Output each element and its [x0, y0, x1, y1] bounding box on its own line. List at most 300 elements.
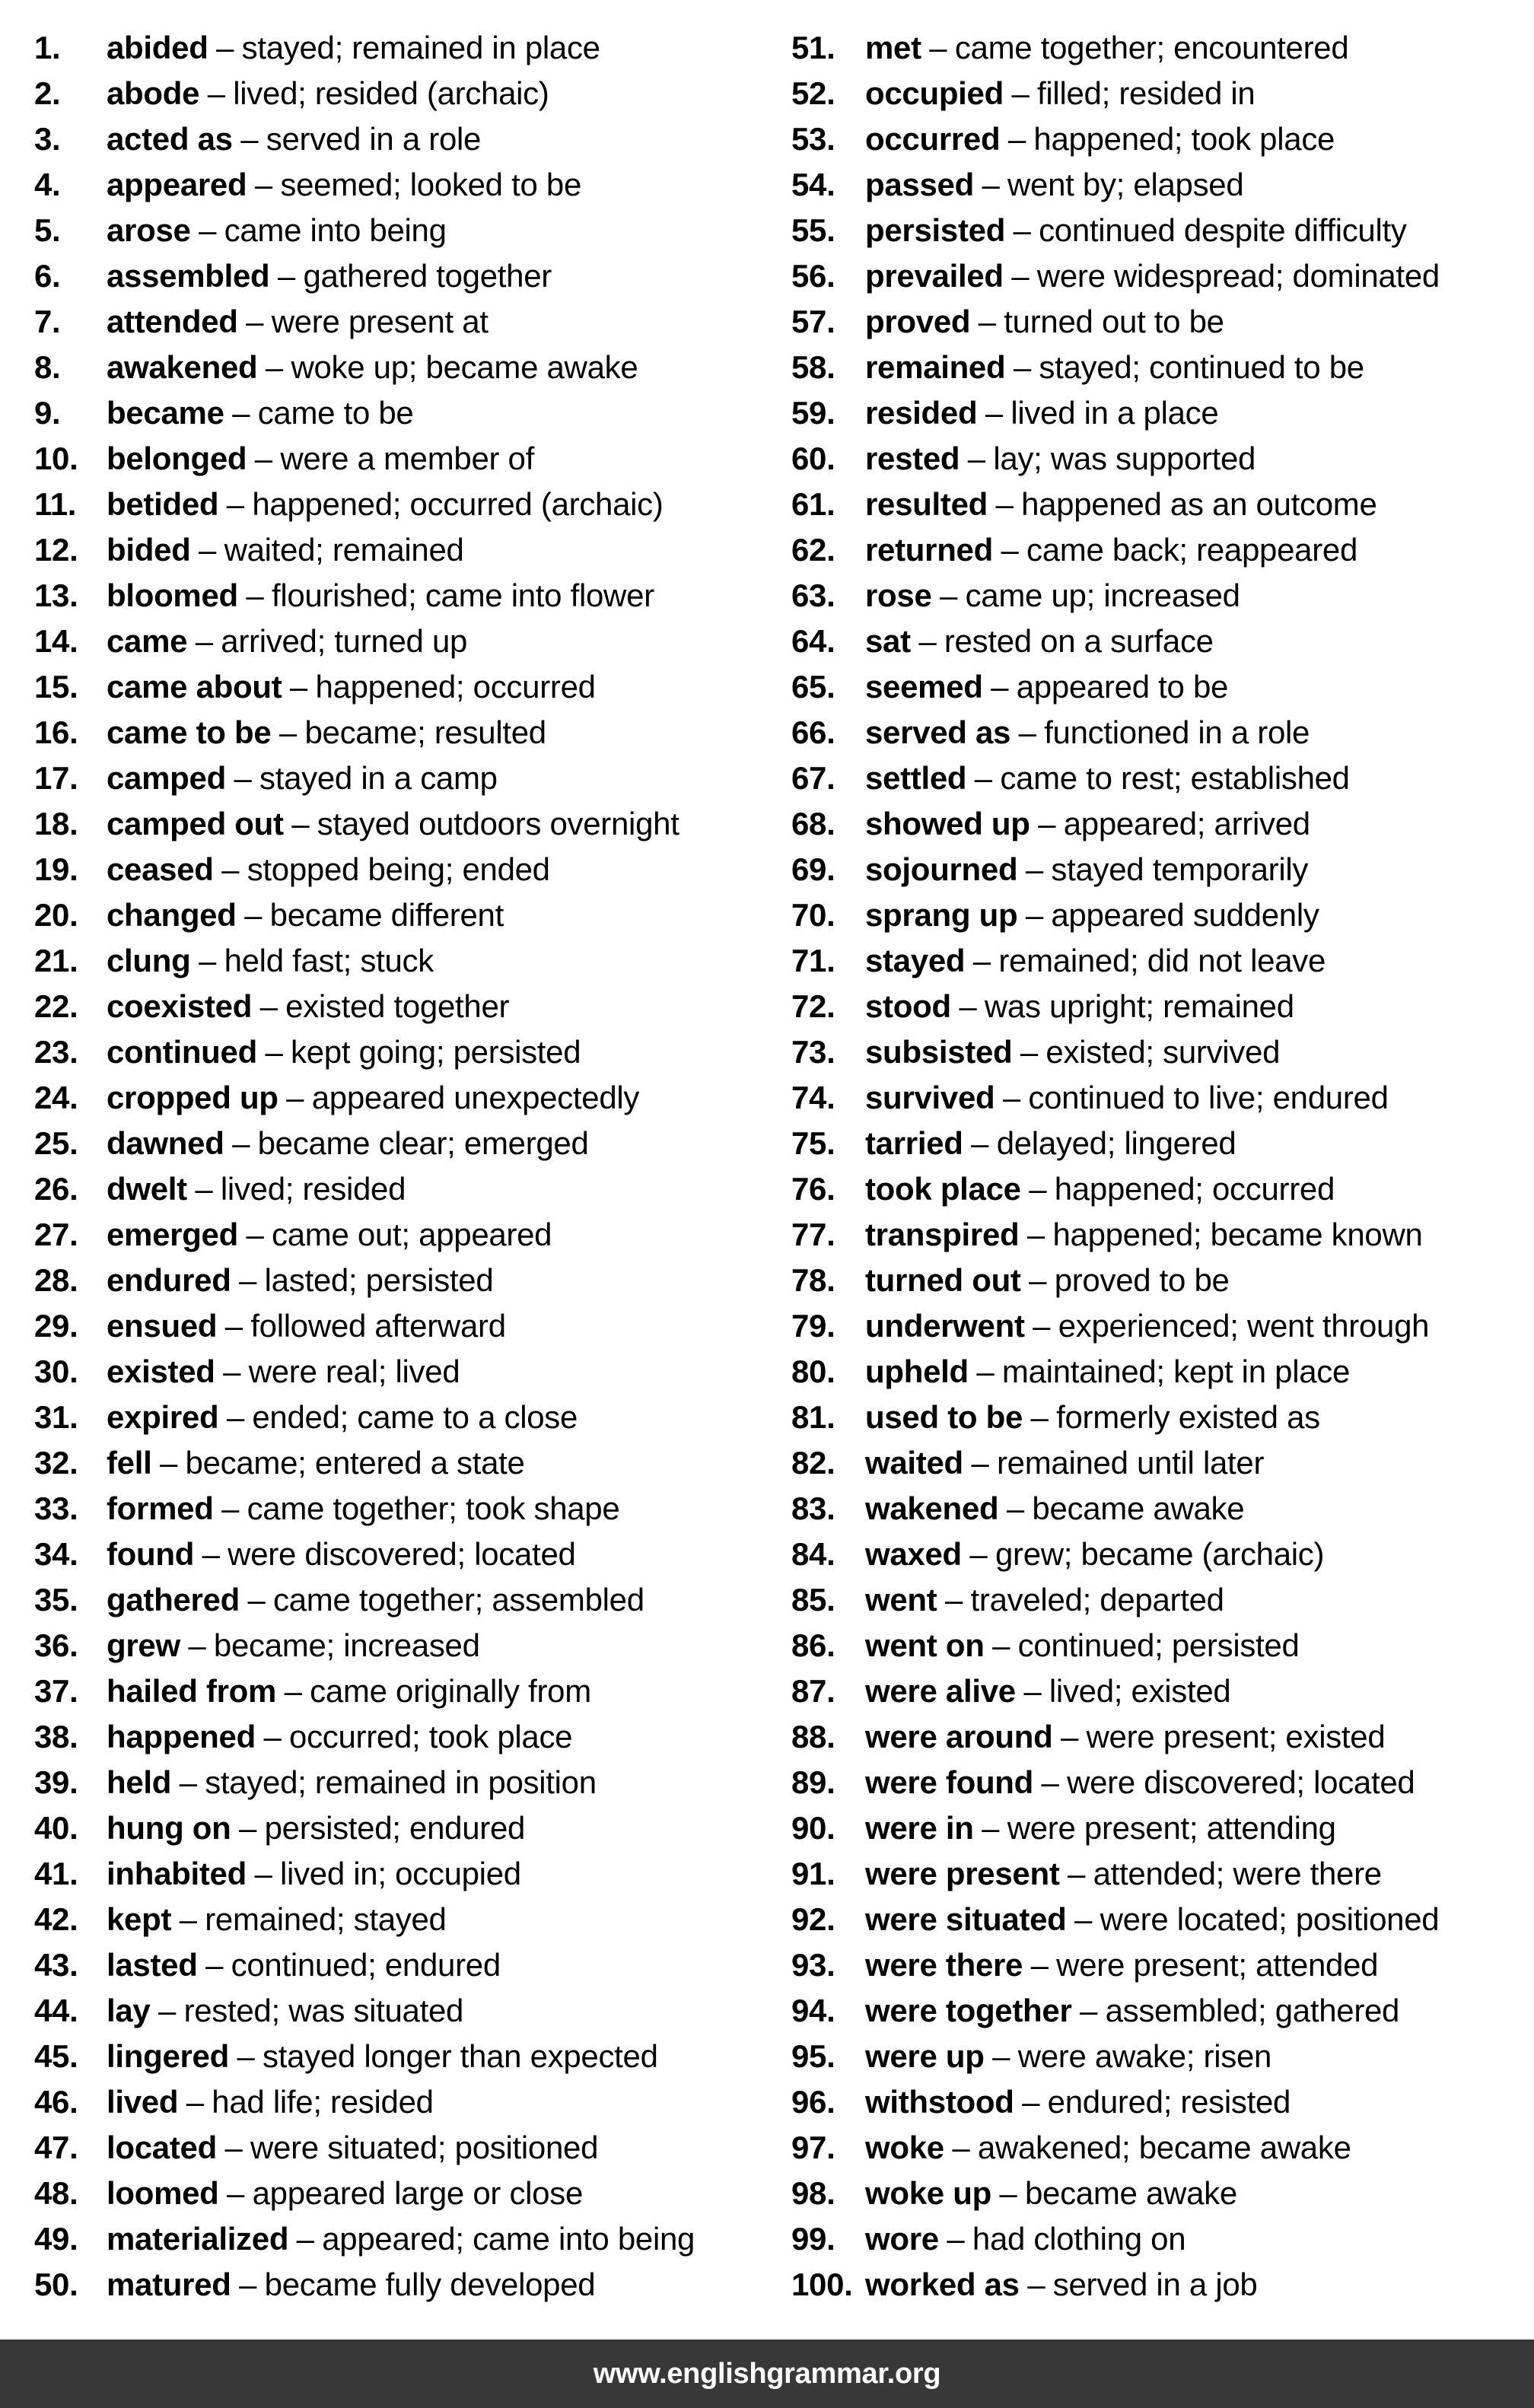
list-item [791, 25, 1534, 71]
list-item [34, 2125, 795, 2171]
item-separator: – [216, 30, 234, 65]
item-word: waited [865, 1445, 963, 1481]
footer-bar [0, 2340, 1534, 2408]
item-number: 71. [791, 943, 835, 978]
list-item [791, 1258, 1534, 1303]
item-word: went [865, 1582, 937, 1618]
item-separator: – [1033, 1308, 1051, 1344]
item-word: went on [865, 1627, 985, 1663]
item-word: gathered [107, 1582, 240, 1618]
list-item [34, 1486, 795, 1532]
item-definition: stayed longer than expected [263, 2038, 658, 2074]
item-separator: – [237, 2038, 255, 2074]
item-definition: came together; assembled [273, 1582, 644, 1618]
list-item [791, 1303, 1534, 1349]
list-item [791, 1029, 1534, 1075]
list-item [34, 1258, 795, 1303]
list-item [34, 619, 795, 664]
item-word: worked as [865, 2266, 1020, 2302]
item-number: 97. [791, 2130, 835, 2165]
item-separator: – [940, 577, 958, 613]
item-definition: attended; were there [1093, 1856, 1382, 1891]
item-separator: – [234, 760, 252, 796]
item-separator: – [246, 1217, 264, 1252]
item-definition: rested on a surface [944, 623, 1214, 659]
item-number: 78. [791, 1262, 835, 1298]
item-word: rose [865, 577, 932, 613]
item-separator: – [226, 486, 244, 522]
item-word: fell [107, 1445, 152, 1481]
item-definition: became different [269, 897, 504, 933]
item-word: camped out [107, 806, 284, 841]
item-separator: – [1013, 212, 1031, 248]
item-number: 11. [34, 486, 77, 522]
item-number: 53. [791, 121, 835, 157]
list-item [791, 2216, 1534, 2262]
item-definition: grew; became (archaic) [995, 1536, 1325, 1572]
item-number: 99. [791, 2221, 835, 2257]
item-separator: – [1029, 1262, 1047, 1298]
item-word: camped [107, 760, 226, 796]
item-word: located [107, 2130, 217, 2165]
item-definition: came into being [224, 212, 447, 248]
item-number: 58. [791, 349, 835, 385]
item-definition: lived in; occupied [280, 1856, 521, 1891]
item-separator: – [1023, 1673, 1042, 1709]
item-number: 18. [34, 806, 78, 841]
item-number: 28. [34, 1262, 78, 1298]
item-definition: became awake [1024, 2175, 1237, 2211]
list-item [791, 710, 1534, 755]
item-word: lingered [107, 2038, 229, 2074]
list-item [34, 847, 795, 892]
item-number: 29. [34, 1308, 78, 1344]
item-word: underwent [865, 1308, 1025, 1344]
list-item [791, 2034, 1534, 2079]
item-separator: – [265, 349, 283, 385]
list-item [34, 1212, 795, 1258]
list-item [34, 1851, 795, 1897]
item-number: 17. [34, 760, 78, 796]
item-separator: – [944, 1582, 963, 1618]
item-number: 2. [34, 75, 61, 111]
item-number: 6. [34, 258, 61, 294]
item-word: subsisted [865, 1034, 1013, 1070]
list-item [34, 345, 795, 390]
item-word: woke up [865, 2175, 991, 2211]
item-definition: kept going; persisted [291, 1034, 581, 1070]
item-number: 31. [34, 1399, 78, 1435]
item-definition: came together; encountered [954, 30, 1349, 65]
item-definition: had clothing on [972, 2221, 1186, 2257]
item-word: stayed [865, 943, 966, 978]
item-definition: remained; stayed [205, 1901, 447, 1937]
item-separator: – [918, 623, 937, 659]
item-separator: – [1074, 1901, 1093, 1937]
item-word: were situated [865, 1901, 1067, 1937]
item-separator: – [179, 1901, 197, 1937]
item-number: 61. [791, 486, 835, 522]
list-item [34, 1075, 795, 1121]
item-number: 79. [791, 1308, 835, 1344]
item-word: were in [865, 1810, 974, 1846]
list-item [791, 1440, 1534, 1486]
item-definition: continued despite difficulty [1039, 212, 1407, 248]
item-number: 87. [791, 1673, 835, 1709]
item-word: came to be [107, 714, 272, 750]
list-column-left [34, 25, 795, 2308]
item-separator: – [1018, 714, 1036, 750]
item-separator: – [1013, 349, 1031, 385]
item-definition: appeared; arrived [1063, 806, 1310, 841]
item-word: took place [865, 1171, 1021, 1207]
item-word: continued [107, 1034, 257, 1070]
item-number: 60. [791, 441, 835, 476]
item-separator: – [195, 1171, 213, 1207]
item-separator: – [967, 441, 985, 476]
item-separator: – [244, 897, 263, 933]
item-number: 51. [791, 30, 835, 65]
list-item [791, 1760, 1534, 1805]
item-number: 48. [34, 2175, 78, 2211]
item-definition: appeared unexpectedly [311, 1080, 640, 1115]
item-definition: endured; resisted [1047, 2084, 1291, 2120]
item-definition: occurred; took place [289, 1719, 573, 1754]
item-word: wore [865, 2221, 939, 2257]
item-separator: – [254, 167, 272, 202]
item-number: 34. [34, 1536, 78, 1572]
item-number: 89. [791, 1764, 835, 1800]
item-separator: – [199, 943, 217, 978]
item-number: 95. [791, 2038, 835, 2074]
item-number: 80. [791, 1354, 835, 1389]
item-separator: – [240, 121, 259, 157]
item-word: occurred [865, 121, 1001, 157]
list-item [34, 2171, 795, 2216]
list-item [34, 984, 795, 1029]
item-definition: persisted; endured [264, 1810, 526, 1846]
item-definition: were real; lived [248, 1354, 460, 1389]
item-number: 75. [791, 1125, 835, 1161]
item-definition: functioned in a role [1044, 714, 1310, 750]
item-separator: – [227, 2175, 245, 2211]
item-definition: were present; attended [1056, 1947, 1379, 1983]
item-separator: – [265, 1034, 283, 1070]
item-number: 82. [791, 1445, 835, 1481]
item-number: 10. [34, 441, 78, 476]
item-word: acted as [107, 121, 233, 157]
item-definition: awakened; became awake [977, 2130, 1351, 2165]
item-definition: lived; resided (archaic) [233, 75, 549, 111]
list-item [34, 1166, 795, 1212]
list-item [791, 1486, 1534, 1532]
item-number: 63. [791, 577, 835, 613]
list-item [791, 2171, 1534, 2216]
item-word: were around [865, 1719, 1053, 1754]
item-number: 96. [791, 2084, 835, 2120]
list-item [791, 162, 1534, 208]
item-number: 5. [34, 212, 61, 248]
item-number: 13. [34, 577, 78, 613]
item-separator: – [1022, 2084, 1040, 2120]
item-separator: – [1038, 806, 1056, 841]
item-number: 84. [791, 1536, 835, 1572]
item-word: appeared [107, 167, 247, 202]
item-word: prevailed [865, 258, 1004, 294]
item-definition: continued to live; endured [1028, 1080, 1389, 1115]
list-item [791, 71, 1534, 116]
item-separator: – [259, 988, 278, 1024]
item-definition: became fully developed [264, 2266, 596, 2302]
list-item [791, 2079, 1534, 2125]
list-item [791, 2262, 1534, 2308]
item-number: 24. [34, 1080, 78, 1115]
item-separator: – [284, 1673, 302, 1709]
item-separator: – [179, 1764, 197, 1800]
item-word: ceased [107, 851, 214, 887]
list-item [791, 1395, 1534, 1440]
item-separator: – [186, 2084, 204, 2120]
item-definition: served in a role [266, 121, 482, 157]
list-item [34, 892, 795, 938]
item-separator: – [1007, 121, 1026, 157]
item-definition: continued; endured [231, 1947, 501, 1983]
item-word: stood [865, 988, 951, 1024]
item-separator: – [254, 441, 272, 476]
item-word: happened [107, 1719, 256, 1754]
item-number: 46. [34, 2084, 78, 2120]
item-number: 49. [34, 2221, 78, 2257]
item-number: 88. [791, 1719, 835, 1754]
item-separator: – [278, 714, 297, 750]
list-item [34, 1577, 795, 1623]
item-definition: lived in a place [1010, 395, 1219, 431]
item-number: 77. [791, 1217, 835, 1252]
item-definition: were present at [271, 304, 489, 339]
item-separator: – [289, 669, 307, 705]
item-number: 93. [791, 1947, 835, 1983]
item-definition: happened as an outcome [1021, 486, 1377, 522]
item-definition: remained until later [996, 1445, 1265, 1481]
item-number: 1. [34, 30, 61, 65]
item-definition: went by; elapsed [1007, 167, 1244, 202]
item-word: held [107, 1764, 172, 1800]
list-item [791, 801, 1534, 847]
footer-url: www.englishgrammar.org [593, 2357, 941, 2390]
item-definition: were situated; positioned [250, 2130, 599, 2165]
list-item [791, 984, 1534, 1029]
item-word: coexisted [107, 988, 253, 1024]
item-separator: – [239, 1262, 257, 1298]
list-item [34, 1805, 795, 1851]
item-separator: – [992, 2038, 1010, 2074]
item-separator: – [991, 669, 1009, 705]
item-definition: came out; appeared [272, 1217, 552, 1252]
item-number: 59. [791, 395, 835, 431]
item-definition: stayed; continued to be [1039, 349, 1364, 385]
list-item [34, 299, 795, 345]
item-number: 23. [34, 1034, 78, 1070]
list-item [791, 664, 1534, 710]
item-separator: – [188, 1627, 206, 1663]
item-number: 32. [34, 1445, 78, 1481]
item-definition: appeared; came into being [322, 2221, 695, 2257]
item-number: 44. [34, 1993, 78, 2028]
item-word: abided [107, 30, 208, 65]
item-separator: – [959, 988, 977, 1024]
list-item [34, 25, 795, 71]
item-number: 7. [34, 304, 61, 339]
item-definition: stopped being; ended [247, 851, 550, 887]
list-item [34, 1760, 795, 1805]
item-definition: existed together [285, 988, 510, 1024]
item-separator: – [223, 1354, 241, 1389]
item-word: assembled [107, 258, 270, 294]
item-definition: were present; attending [1007, 1810, 1336, 1846]
list-item [791, 1851, 1534, 1897]
item-word: bided [107, 532, 191, 568]
list-item [791, 345, 1534, 390]
item-word: dwelt [107, 1171, 187, 1207]
item-separator: – [199, 532, 217, 568]
list-item [791, 390, 1534, 436]
item-number: 40. [34, 1810, 78, 1846]
item-word: kept [107, 1901, 172, 1937]
item-definition: lasted; persisted [264, 1262, 494, 1298]
list-item [34, 938, 795, 984]
list-item [791, 1668, 1534, 1714]
item-definition: stayed; remained in place [241, 30, 600, 65]
item-separator: – [224, 2130, 243, 2165]
item-word: woke [865, 2130, 944, 2165]
item-number: 20. [34, 897, 78, 933]
list-item [34, 527, 795, 573]
item-word: arose [107, 212, 191, 248]
list-item [791, 1075, 1534, 1121]
item-separator: – [291, 806, 310, 841]
item-word: matured [107, 2266, 231, 2302]
item-word: sojourned [865, 851, 1018, 887]
item-number: 50. [34, 2266, 78, 2302]
item-definition: appeared suddenly [1051, 897, 1319, 933]
list-item [791, 1988, 1534, 2034]
list-item [791, 1532, 1534, 1577]
list-item [34, 1440, 795, 1486]
item-word: passed [865, 167, 974, 202]
list-item [34, 573, 795, 619]
item-number: 36. [34, 1627, 78, 1663]
item-number: 8. [34, 349, 61, 385]
list-item [34, 1029, 795, 1075]
item-number: 35. [34, 1582, 78, 1618]
item-number: 83. [791, 1490, 835, 1526]
item-word: inhabited [107, 1856, 247, 1891]
list-item [34, 2262, 795, 2308]
item-number: 12. [34, 532, 78, 568]
item-definition: became clear; emerged [257, 1125, 589, 1161]
item-number: 81. [791, 1399, 835, 1435]
item-separator: – [1080, 1993, 1098, 2028]
item-separator: – [226, 1399, 244, 1435]
item-word: found [107, 1536, 195, 1572]
item-separator: – [1030, 1947, 1049, 1983]
item-number: 62. [791, 532, 835, 568]
item-word: clung [107, 943, 191, 978]
item-number: 52. [791, 75, 835, 111]
item-separator: – [982, 167, 1000, 202]
item-word: emerged [107, 1217, 238, 1252]
list-item [791, 299, 1534, 345]
list-item [791, 755, 1534, 801]
item-word: seemed [865, 669, 983, 705]
item-number: 16. [34, 714, 78, 750]
item-word: withstood [865, 2084, 1014, 2120]
item-word: abode [107, 75, 200, 111]
item-separator: – [195, 623, 213, 659]
item-number: 47. [34, 2130, 78, 2165]
item-separator: – [202, 1536, 220, 1572]
item-number: 68. [791, 806, 835, 841]
item-word: lasted [107, 1947, 198, 1983]
item-separator: – [971, 1445, 989, 1481]
item-separator: – [263, 1719, 282, 1754]
item-definition: seemed; looked to be [280, 167, 582, 202]
synonym-list [0, 25, 1534, 2308]
item-word: settled [865, 760, 967, 796]
item-number: 90. [791, 1810, 835, 1846]
list-item [791, 1577, 1534, 1623]
list-item [34, 1714, 795, 1760]
item-separator: – [158, 1993, 177, 2028]
item-number: 43. [34, 1947, 78, 1983]
item-definition: appeared to be [1016, 669, 1229, 705]
item-definition: ended; came to a close [252, 1399, 578, 1435]
item-number: 37. [34, 1673, 78, 1709]
item-word: formed [107, 1490, 214, 1526]
item-separator: – [985, 395, 1003, 431]
item-word: materialized [107, 2221, 289, 2257]
list-item [34, 162, 795, 208]
list-item [34, 710, 795, 755]
item-definition: assembled; gathered [1105, 1993, 1400, 2028]
list-item [34, 1395, 795, 1440]
item-definition: held fast; stuck [224, 943, 434, 978]
item-definition: experienced; went through [1058, 1308, 1430, 1344]
item-number: 22. [34, 988, 78, 1024]
item-separator: – [952, 2130, 970, 2165]
list-item [791, 1942, 1534, 1988]
item-definition: was upright; remained [984, 988, 1294, 1024]
item-definition: remained; did not leave [998, 943, 1326, 978]
item-separator: – [972, 943, 991, 978]
list-item [791, 1714, 1534, 1760]
item-word: ensued [107, 1308, 218, 1344]
item-separator: – [992, 1627, 1010, 1663]
item-definition: lived; resided [220, 1171, 406, 1207]
item-word: cropped up [107, 1080, 278, 1115]
item-number: 100. [791, 2266, 853, 2302]
item-word: tarried [865, 1125, 963, 1161]
item-word: expired [107, 1399, 219, 1435]
item-word: were found [865, 1764, 1034, 1800]
item-word: lived [107, 2084, 179, 2120]
item-definition: delayed; lingered [996, 1125, 1236, 1161]
item-definition: were widespread; dominated [1036, 258, 1440, 294]
item-definition: woke up; became awake [291, 349, 638, 385]
item-word: were there [865, 1947, 1023, 1983]
item-separator: – [1011, 75, 1030, 111]
item-word: remained [865, 349, 1006, 385]
